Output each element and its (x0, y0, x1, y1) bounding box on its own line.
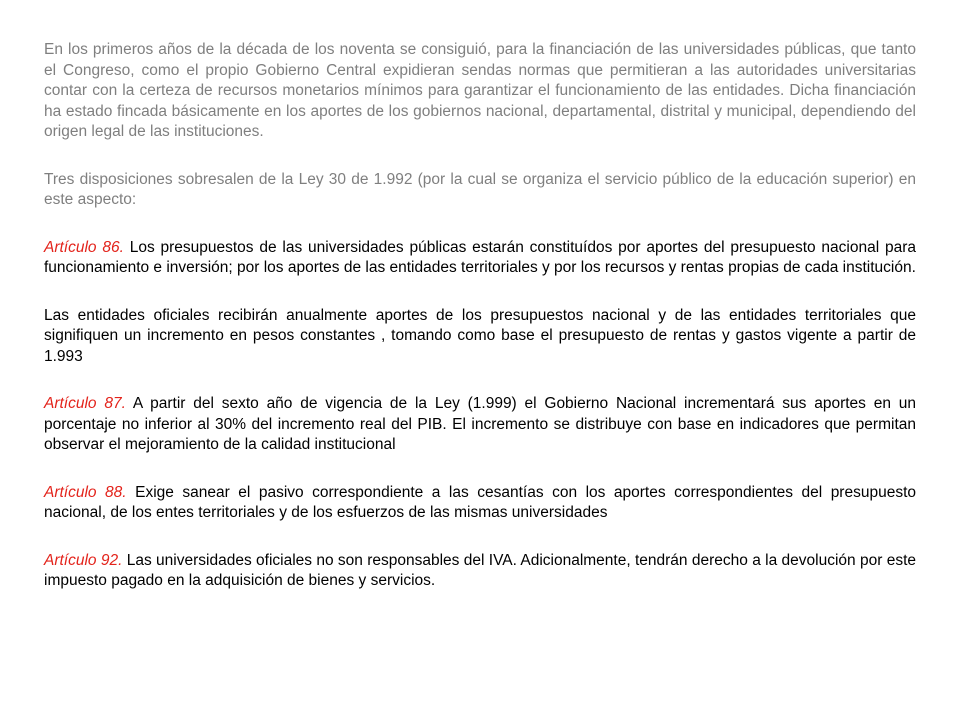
article-88-text: Exige sanear el pasivo correspondiente a las cesantías con los aportes correspondientes del presupuesto nacional, de los entes territoriales y de los esfuerzos de las mismas universidades (44, 483, 917, 521)
article-86-label: Artículo 86. (44, 238, 124, 256)
article-87-text: A partir del sexto año de vigencia de la Ley (1.999) el Gobierno Nacional incrementará sus aportes en un porcentaje no inferior al 30% del incremento real del PIB. El incremento se distribuye con base en indicadores que permitan observar el mejoramiento de la calidad institucional (44, 395, 916, 453)
article-92-paragraph (44, 551, 916, 592)
slide-content (44, 40, 916, 592)
article-86-paragraph (44, 238, 916, 279)
article-86-text: Los presupuestos de las universidades públicas estarán constituídos por aportes del presupuesto nacional para funcionamiento e inversión; por los aportes de las entidades territoriales y por los recursos y rentas propias de cada institución. (44, 238, 916, 276)
article-92-text: Las universidades oficiales no son responsables del IVA. Adicionalmente, tendrán derecho a la devolución por este impuesto pagado en la adquisición de bienes y servicios. (44, 551, 916, 589)
intro-paragraph: En los primeros años de la década de los noventa se consiguió, para la financiación de las universidades públicas, que tanto el Congreso, como el propio Gobierno Central expidieran sendas normas que permitieran a las autoridades universitarias contar con la certeza de recursos monetarios mínimos para garantizar el funcionamiento de las entidades. Dicha financiación ha estado fincada básicamente en los aportes de los gobiernos nacional, departamental, distrital y municipal, dependiendo del origen legal de las instituciones. (44, 41, 916, 140)
article-87-label: Artículo 87. (44, 395, 126, 412)
article-92-label: Artículo 92. (44, 551, 123, 569)
law-reference-paragraph: Tres disposiciones sobresalen de la Ley 30 de 1.992 (por la cual se organiza el servicio público de la educación superior) en este aspecto: (44, 170, 916, 208)
article-87-paragraph (44, 394, 916, 456)
article-88-paragraph (44, 483, 916, 524)
article-88-label: Artículo 88. (44, 483, 127, 501)
annual-contributions-paragraph: Las entidades oficiales recibirán anualmente aportes de los presupuestos nacional y de las entidades territoriales que signifiquen un incremento en pesos constantes , tomando como base el presupuesto de rentas y gastos vigente a partir de 1.993 (44, 306, 916, 365)
